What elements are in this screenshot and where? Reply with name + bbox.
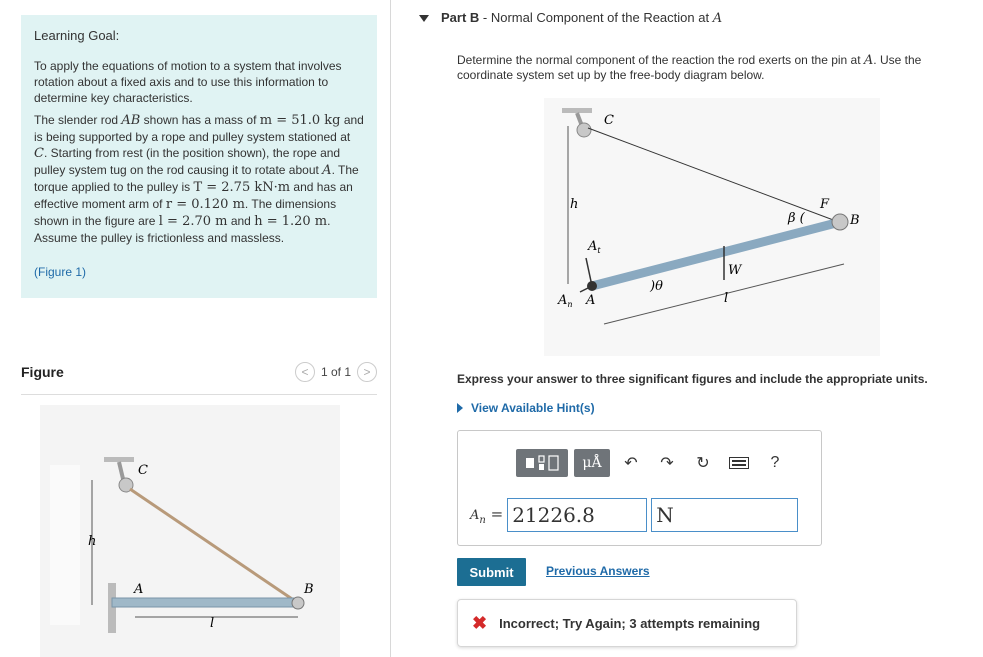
label-h: h: [88, 534, 97, 549]
templates-icon: [522, 453, 562, 473]
answer-row: [470, 498, 798, 532]
rod-ab: [112, 598, 298, 607]
answer-label-sub: n: [479, 514, 486, 526]
question-part: . Use the coordinate system set up by the free-body diagram below.: [457, 53, 922, 82]
question-text: [457, 53, 977, 83]
an-base: A: [558, 293, 568, 308]
label-l: l: [210, 616, 215, 631]
figure-pager: [295, 362, 377, 382]
fbd-ceiling-mount: [562, 108, 592, 113]
learning-goal-intro: To apply the equations of motion to a system that involves rotation about a fixed axis and to use this information to determine key characteristics.: [34, 59, 342, 105]
reset-icon[interactable]: ↻: [696, 455, 710, 472]
free-body-diagram: [544, 98, 880, 356]
moment-arm-value: r = 0.120 m: [165, 197, 245, 212]
label-c: C: [138, 463, 148, 478]
answer-box: [457, 430, 822, 546]
feedback-text: Incorrect; Try Again; 3 attempts remaining: [499, 615, 761, 631]
learning-goal-box: [21, 15, 377, 298]
part-b-header[interactable]: [419, 10, 722, 26]
problem-text: The slender rod: [34, 113, 122, 127]
fbd-pulley: [577, 123, 591, 137]
problem-text: and: [227, 214, 255, 228]
torque-value: T = 2.75 kN·m: [193, 180, 291, 195]
problem-text: . The torque applied to the pulley is: [34, 163, 359, 194]
prev-figure-button[interactable]: <: [295, 362, 315, 382]
collapse-triangle-icon[interactable]: [419, 15, 429, 22]
answer-label: [470, 505, 503, 526]
wall: [50, 465, 80, 625]
height-value: h = 1.20 m: [254, 214, 328, 229]
part-b-title: [441, 10, 722, 26]
fbd-label-c: C: [604, 113, 614, 128]
expand-triangle-icon: [457, 403, 463, 413]
problem-text: and has an effective moment arm of: [34, 180, 353, 211]
rod-var: AB: [121, 113, 141, 128]
end-b-ring: [292, 597, 304, 609]
fbd-label-a: A: [586, 293, 596, 308]
fbd-end-b: [832, 214, 848, 230]
fbd-label-l: l: [724, 291, 729, 306]
c-var: C: [34, 146, 44, 161]
pin-support: [108, 583, 116, 633]
part-title-text: - Normal Component of the Reaction at: [479, 10, 713, 25]
templates-button[interactable]: [516, 449, 568, 477]
value-input[interactable]: 21226.8: [507, 498, 647, 532]
problem-text: . Starting from rest (in the position shown), the rope and pulley system tug on the rod causing it to rotate about: [34, 146, 341, 177]
fbd-label-f: F: [820, 197, 830, 212]
undo-icon[interactable]: ↶: [624, 455, 638, 472]
ceiling-mount: [104, 457, 134, 462]
answer-equals: =: [485, 504, 504, 523]
help-icon[interactable]: ?: [770, 454, 780, 471]
right-panel: [391, 0, 983, 657]
question-part: Determine the normal component of the reaction the rod exerts on the pin at: [457, 53, 864, 67]
fbd-label-theta: )θ: [650, 279, 663, 294]
redo-icon[interactable]: ↷: [660, 455, 674, 472]
fbd-label-h: h: [570, 197, 579, 212]
mass-value: m = 51.0 kg: [259, 113, 341, 128]
hint-label: View Available Hint(s): [471, 401, 595, 415]
problem-statement: [34, 112, 364, 246]
a-var: A: [322, 163, 332, 178]
label-b: B: [304, 582, 314, 597]
figure-header: [21, 362, 377, 395]
at-sub: t: [597, 246, 601, 255]
fbd-label-b: B: [850, 213, 860, 228]
feedback-box: [457, 599, 797, 647]
fbd-label-beta: β (: [788, 211, 805, 226]
fbd-label-w: W: [728, 263, 742, 278]
learning-goal-title: Learning Goal:: [34, 28, 120, 43]
keyboard-icon[interactable]: [724, 449, 754, 477]
keyboard-shape: [729, 457, 749, 469]
answer-label-base: A: [470, 507, 480, 523]
view-hints-link[interactable]: [457, 401, 595, 415]
figure-link[interactable]: (Figure 1): [34, 265, 87, 279]
problem-text: and is being supported by a rope and pulley system stationed at: [34, 113, 364, 144]
math-toolbar: [516, 449, 790, 477]
part-label: Part B: [441, 10, 480, 25]
pager-text: 1 of 1: [320, 365, 351, 379]
units-button[interactable]: μÅ: [574, 449, 610, 477]
next-figure-button[interactable]: >: [357, 362, 377, 382]
label-a: A: [134, 582, 144, 597]
question-var: A: [863, 53, 874, 68]
left-panel: [0, 0, 390, 657]
figure-title: Figure: [21, 364, 64, 380]
an-sub: n: [567, 300, 573, 309]
problem-text: shown has a mass of: [140, 113, 260, 127]
length-value: l = 2.70 m: [158, 214, 228, 229]
previous-answers-link[interactable]: Previous Answers: [546, 564, 650, 578]
problem-text: . Assume the pulley is frictionless and massless.: [34, 214, 331, 245]
incorrect-icon: ✖: [472, 612, 488, 633]
at-base: A: [588, 239, 598, 254]
problem-text: . The dimensions shown in the figure are: [34, 197, 337, 228]
part-title-var: A: [712, 11, 723, 26]
figure-1-diagram: [40, 405, 340, 657]
submit-button[interactable]: Submit: [457, 558, 526, 586]
unit-input[interactable]: N: [652, 498, 798, 532]
instruction-text: Express your answer to three significant figures and include the appropriate units.: [457, 372, 928, 386]
